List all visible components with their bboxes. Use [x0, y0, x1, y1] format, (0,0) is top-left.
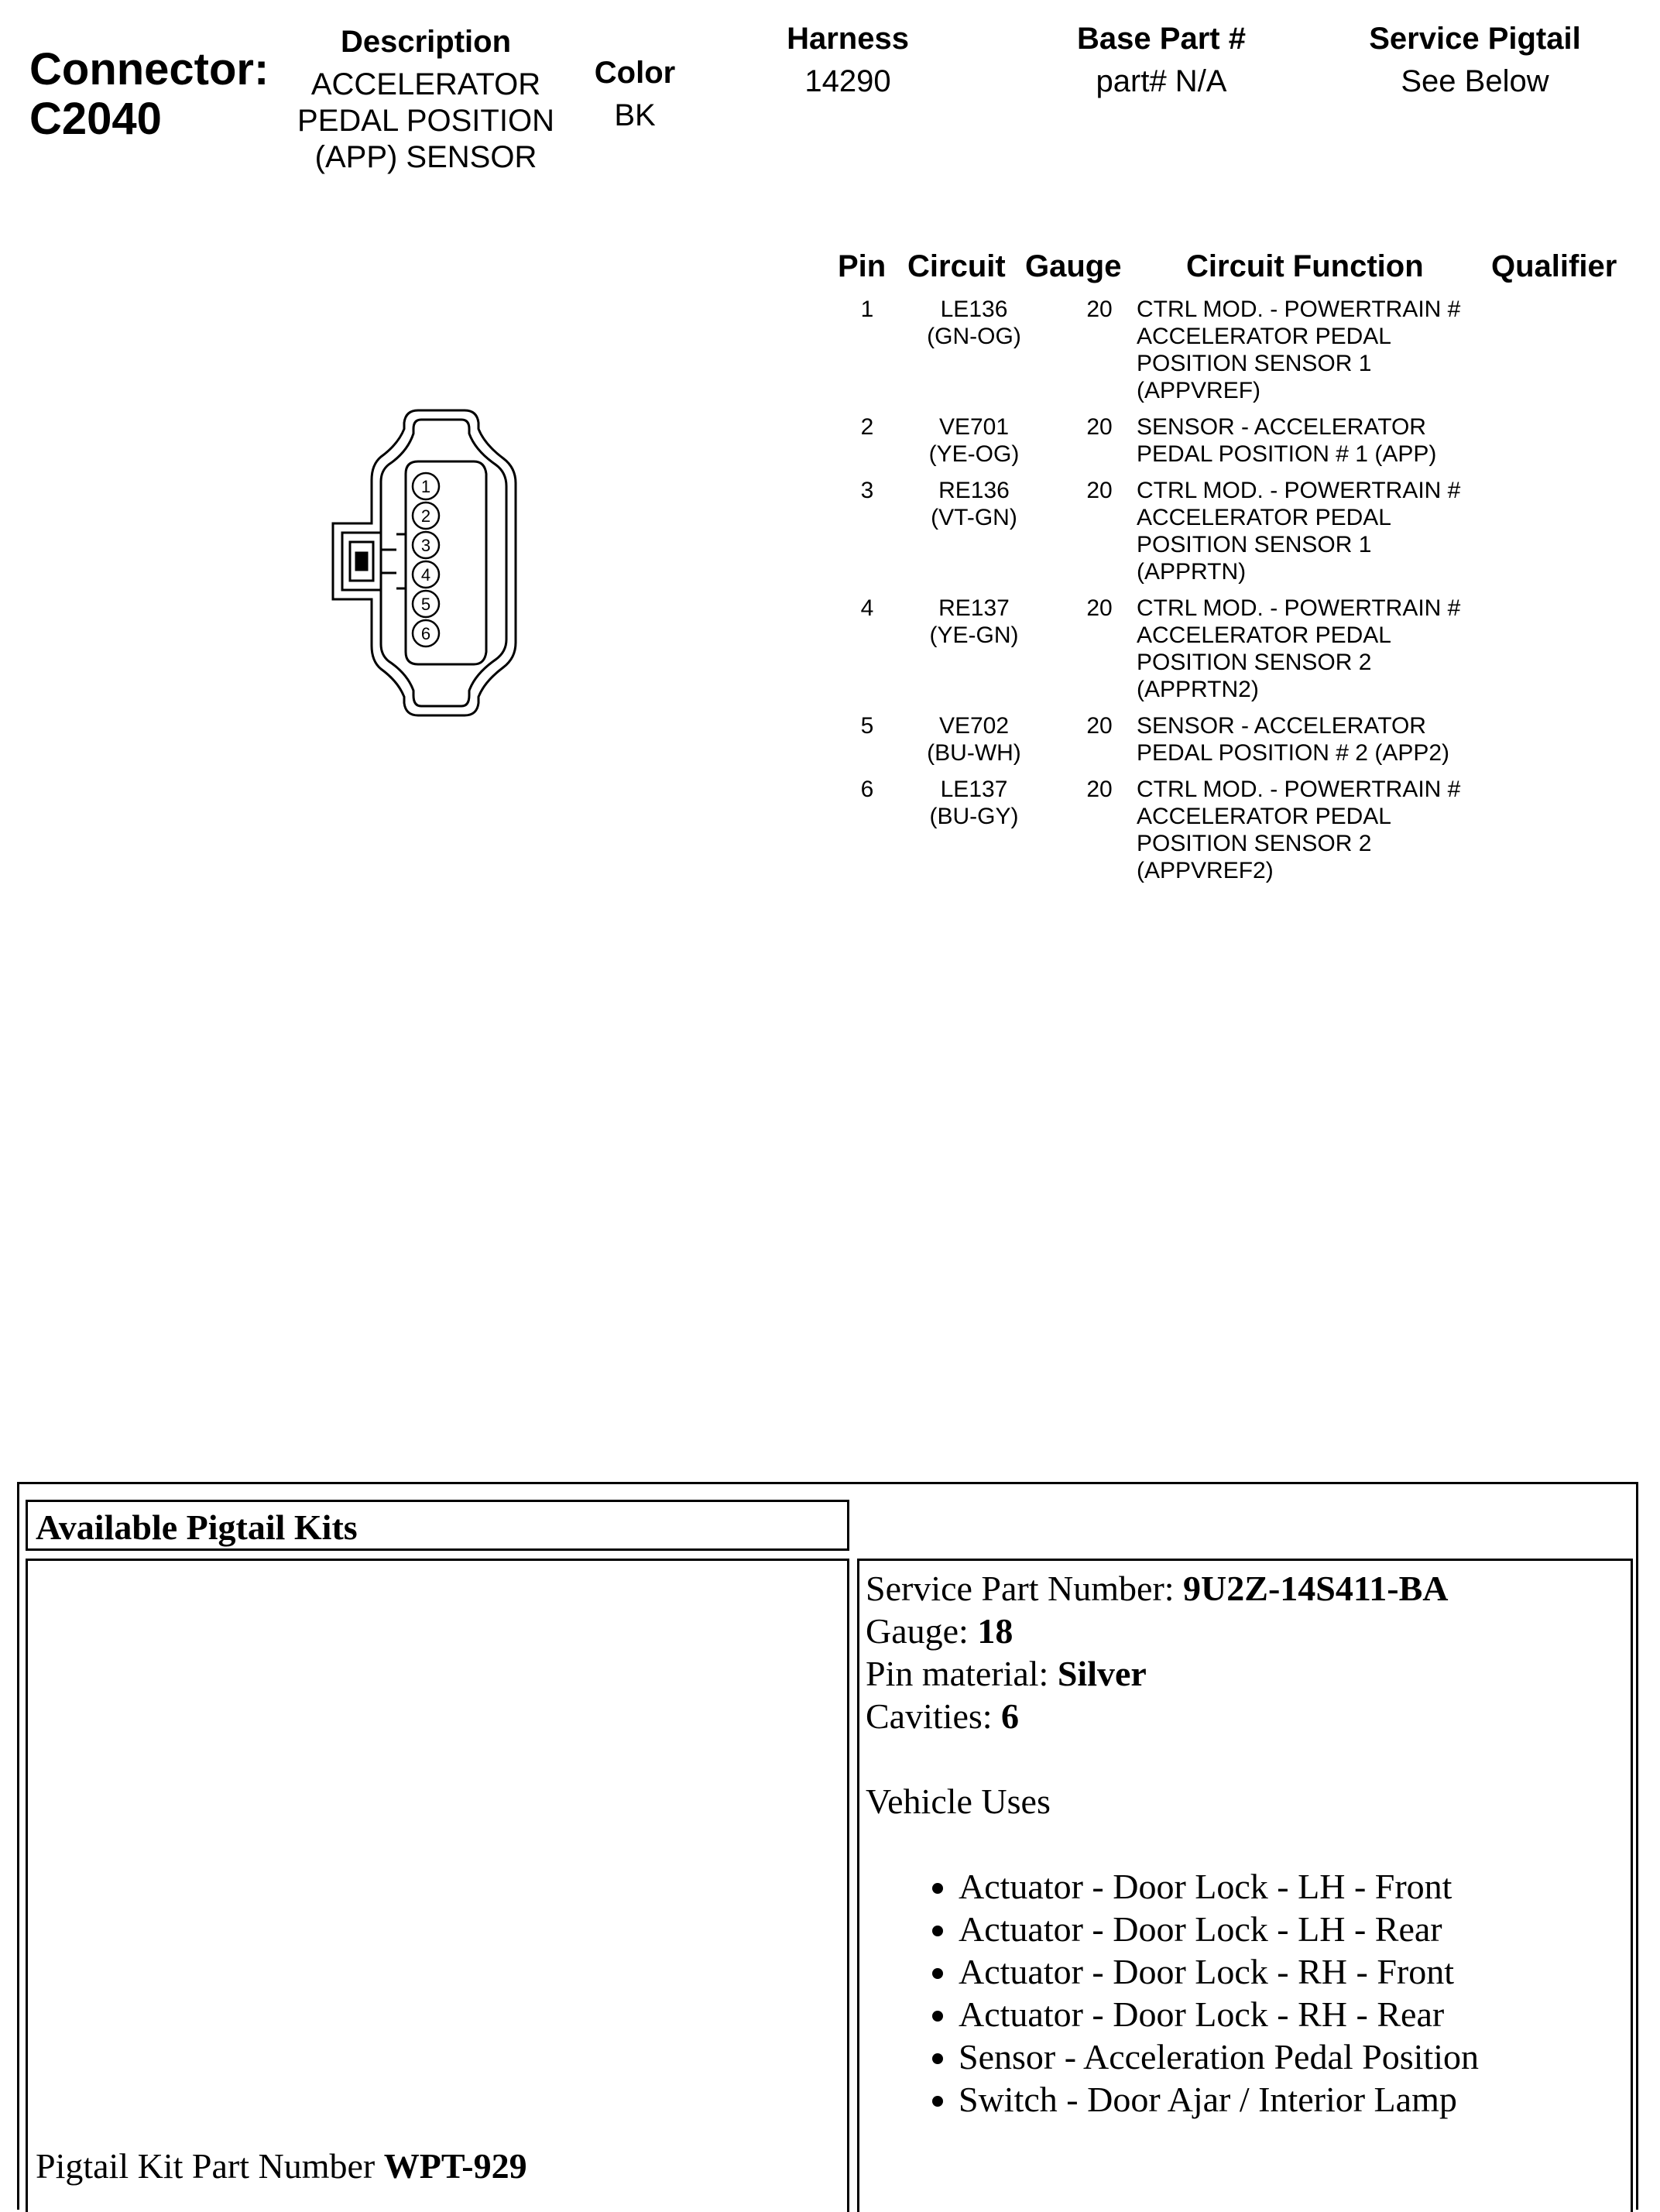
circuit-function — [1137, 413, 1501, 468]
service-pigtail-header: Service Pigtail — [1369, 22, 1581, 56]
cavities — [866, 1695, 1479, 1737]
harness-header: Harness — [787, 22, 909, 56]
base-part-header: Base Part # — [1077, 22, 1246, 56]
pin-row — [821, 477, 1641, 585]
service-part-number — [866, 1567, 1479, 1610]
circuit-cell — [897, 477, 1051, 531]
wire-gauge: 20 — [1086, 297, 1113, 322]
vehicle-use-item: • Actuator - Door Lock - LH - Front — [959, 1865, 1479, 1908]
circuit-id: VE701 — [938, 414, 1010, 440]
wire-gauge: 20 — [1086, 595, 1113, 621]
pin-number: 2 — [860, 414, 874, 440]
circuit-function-line: POSITION SENSOR 2 — [1137, 650, 1372, 675]
cavity-label: 5 — [420, 595, 431, 614]
service-part-label: Service Part Number: — [866, 1569, 1184, 1608]
pin-row — [821, 712, 1641, 766]
circuit-function-line: POSITION SENSOR 1 — [1137, 532, 1372, 557]
description-line: (APP) SENSOR — [314, 140, 537, 174]
circuit-function-line: ACCELERATOR PEDAL — [1137, 804, 1391, 829]
pin-table — [821, 249, 1641, 893]
circuit-function-line: POSITION SENSOR 2 — [1137, 831, 1372, 856]
vehicle-use-item: • Actuator - Door Lock - RH - Front — [959, 1950, 1479, 1993]
pin-number: 6 — [860, 777, 874, 802]
circuit-function-line: SENSOR - ACCELERATOR — [1137, 414, 1426, 440]
wire-color: (BU-WH) — [927, 740, 1021, 766]
cavities-label: Cavities: — [866, 1696, 1002, 1736]
circuit-function — [1137, 477, 1501, 585]
vehicle-uses-list — [866, 1865, 1479, 2121]
circuit-cell — [897, 296, 1051, 350]
wire-color: (VT-GN) — [931, 505, 1017, 530]
wire-gauge: 20 — [1086, 478, 1113, 503]
circuit-function-header: Circuit Function — [1186, 249, 1424, 283]
color-value: BK — [614, 98, 656, 132]
wire-color: (YE-GN) — [929, 622, 1019, 648]
base-part-value: part# N/A — [1096, 64, 1227, 98]
vehicle-use-item: • Actuator - Door Lock - RH - Rear — [959, 1993, 1479, 2035]
kit-gauge-value: 18 — [977, 1611, 1013, 1651]
color-column — [565, 56, 705, 135]
base-part-column — [1022, 22, 1301, 101]
color-header: Color — [594, 56, 676, 90]
circuit-cell — [897, 712, 1051, 766]
pin-number: 1 — [860, 297, 874, 322]
pigtail-kit-part-number — [36, 2145, 527, 2186]
circuit-function-line: (APPRTN) — [1137, 559, 1247, 585]
cavity-label: 4 — [420, 565, 431, 585]
pigtail-kits-title: Available Pigtail Kits — [36, 1507, 358, 1547]
pin-row — [821, 595, 1641, 703]
pin-number: 4 — [860, 595, 874, 621]
circuit-function-line: (APPVREF) — [1137, 378, 1261, 403]
kit-gauge — [866, 1610, 1479, 1652]
wire-color: (BU-GY) — [929, 804, 1019, 829]
pin-number: 5 — [860, 713, 874, 739]
pigtail-kit-image-box — [26, 1559, 849, 2212]
pigtail-kits-panel — [17, 1482, 1638, 2210]
pin-material-label: Pin material: — [866, 1654, 1058, 1693]
circuit-function-line: CTRL MOD. - POWERTRAIN # — [1137, 777, 1461, 802]
gauge-header: Gauge — [1025, 249, 1122, 283]
wire-gauge: 20 — [1086, 414, 1113, 440]
circuit-function — [1137, 595, 1501, 703]
pin-material — [866, 1652, 1479, 1695]
wire-color: (GN-OG) — [927, 324, 1021, 349]
description-line: ACCELERATOR — [310, 67, 541, 101]
service-pigtail-column — [1332, 22, 1618, 101]
vehicle-use-item: • Sensor - Acceleration Pedal Position — [959, 2035, 1479, 2078]
circuit-function-line: CTRL MOD. - POWERTRAIN # — [1137, 297, 1461, 322]
circuit-function-line: ACCELERATOR PEDAL — [1137, 505, 1391, 530]
circuit-cell — [897, 776, 1051, 830]
circuit-id: LE137 — [940, 777, 1008, 802]
description-value — [256, 67, 596, 176]
circuit-function-line: PEDAL POSITION # 1 (APP) — [1137, 441, 1437, 467]
vehicle-use-item: • Switch - Door Ajar / Interior Lamp — [959, 2078, 1479, 2121]
circuit-function-line: ACCELERATOR PEDAL — [1137, 622, 1391, 648]
pin-header: Pin — [838, 249, 887, 283]
description-header: Description — [340, 25, 512, 59]
harness-column — [743, 22, 952, 101]
vehicle-uses-heading: Vehicle Uses — [866, 1782, 1051, 1821]
cavities-value: 6 — [1001, 1696, 1020, 1736]
cavity-label: 3 — [420, 536, 431, 555]
circuit-function-line: CTRL MOD. - POWERTRAIN # — [1137, 478, 1461, 503]
circuit-id: RE136 — [938, 478, 1010, 503]
circuit-cell — [897, 413, 1051, 468]
cavity-label: 1 — [420, 477, 431, 496]
circuit-function-line: CTRL MOD. - POWERTRAIN # — [1137, 595, 1461, 621]
pin-row — [821, 413, 1641, 468]
wire-gauge: 20 — [1086, 777, 1113, 802]
kit-part-label: Pigtail Kit Part Number — [36, 2146, 384, 2186]
kit-part-value: WPT-929 — [383, 2146, 527, 2186]
connector-label-text: Connector: — [29, 44, 269, 94]
pigtail-kit-details — [866, 1567, 1479, 2121]
circuit-function-line: ACCELERATOR PEDAL — [1137, 324, 1391, 349]
circuit-function — [1137, 776, 1501, 884]
description-line: PEDAL POSITION — [297, 104, 554, 138]
cavity-label: 2 — [420, 506, 431, 526]
service-part-value: 9U2Z-14S411-BA — [1183, 1569, 1449, 1608]
connector-face-diagram — [310, 387, 542, 743]
circuit-function-line: (APPRTN2) — [1137, 677, 1259, 702]
pin-table-body — [821, 296, 1641, 884]
circuit-id: RE137 — [938, 595, 1010, 621]
circuit-function-line: POSITION SENSOR 1 — [1137, 351, 1372, 376]
cavity-label: 6 — [420, 624, 431, 643]
circuit-id: LE136 — [940, 297, 1008, 322]
circuit-header: Circuit — [907, 249, 1006, 283]
pin-row — [821, 776, 1641, 884]
description-column — [256, 22, 596, 176]
pin-material-value: Silver — [1057, 1654, 1147, 1693]
pigtail-kit-details-box — [857, 1559, 1633, 2212]
connector-label — [29, 45, 269, 144]
circuit-function-line: PEDAL POSITION # 2 (APP2) — [1137, 740, 1450, 766]
vehicle-use-item: • Actuator - Door Lock - LH - Rear — [959, 1908, 1479, 1950]
wire-gauge: 20 — [1086, 713, 1113, 739]
pin-row — [821, 296, 1641, 404]
circuit-function-line: SENSOR - ACCELERATOR — [1137, 713, 1426, 739]
pigtail-kits-title-box — [26, 1500, 849, 1551]
circuit-function — [1137, 296, 1501, 404]
circuit-function-line: (APPVREF2) — [1137, 858, 1274, 883]
circuit-function — [1137, 712, 1501, 766]
kit-gauge-label: Gauge: — [866, 1611, 978, 1651]
circuit-id: VE702 — [938, 713, 1010, 739]
service-pigtail-value: See Below — [1401, 64, 1549, 98]
pin-table-header — [821, 249, 1641, 296]
wire-color: (YE-OG) — [928, 441, 1020, 467]
harness-value: 14290 — [804, 64, 891, 98]
qualifier-header: Qualifier — [1491, 249, 1617, 283]
pin-number: 3 — [860, 478, 874, 503]
circuit-cell — [897, 595, 1051, 649]
connector-id: C2040 — [29, 94, 162, 144]
